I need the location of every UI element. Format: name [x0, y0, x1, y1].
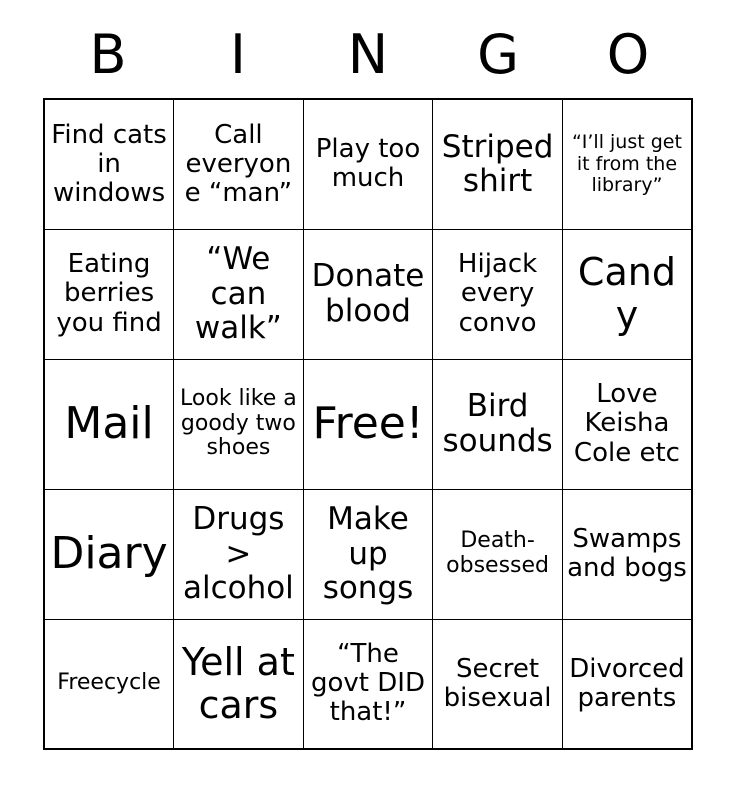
- header-letter-b: B: [89, 23, 127, 86]
- bingo-grid: [43, 98, 693, 750]
- bingo-cell[interactable]: Mail: [44, 359, 174, 489]
- header-letter-g: G: [477, 23, 519, 86]
- bingo-cell[interactable]: Bird sounds: [433, 359, 563, 489]
- bingo-cell[interactable]: Hijack every convo: [433, 229, 563, 359]
- bingo-row: [44, 229, 692, 359]
- bingo-row: [44, 99, 692, 229]
- bingo-cell[interactable]: Drugs > alcohol: [174, 489, 304, 619]
- bingo-cell[interactable]: Find cats in windows: [44, 99, 174, 229]
- header-letter-o: O: [606, 23, 650, 86]
- bingo-cell[interactable]: Diary: [44, 489, 174, 619]
- bingo-cell[interactable]: Secret bisexual: [433, 619, 563, 749]
- bingo-cell[interactable]: “I’ll just get it from the library”: [562, 99, 692, 229]
- bingo-cell[interactable]: Eating berries you find: [44, 229, 174, 359]
- bingo-cell[interactable]: Look like a goody two shoes: [174, 359, 304, 489]
- bingo-cell[interactable]: “The govt DID that!”: [303, 619, 433, 749]
- bingo-cell[interactable]: Divorced parents: [562, 619, 692, 749]
- bingo-cell[interactable]: Make up songs: [303, 489, 433, 619]
- bingo-cell[interactable]: Play too much: [303, 99, 433, 229]
- bingo-cell[interactable]: Freecycle: [44, 619, 174, 749]
- header-letter-n: N: [347, 23, 389, 86]
- bingo-cell[interactable]: Striped shirt: [433, 99, 563, 229]
- bingo-cell[interactable]: Death-obsessed: [433, 489, 563, 619]
- bingo-cell[interactable]: Candy: [562, 229, 692, 359]
- bingo-cell-free[interactable]: Free!: [303, 359, 433, 489]
- bingo-cell[interactable]: Yell at cars: [174, 619, 304, 749]
- bingo-cell[interactable]: Call everyone “man”: [174, 99, 304, 229]
- bingo-cell[interactable]: “We can walk”: [174, 229, 304, 359]
- bingo-row: [44, 489, 692, 619]
- bingo-cell[interactable]: Donate blood: [303, 229, 433, 359]
- bingo-row: [44, 619, 692, 749]
- bingo-row: [44, 359, 692, 489]
- header-letter-i: I: [230, 23, 246, 86]
- bingo-cell[interactable]: Love Keisha Cole etc: [562, 359, 692, 489]
- bingo-cell[interactable]: Swamps and bogs: [562, 489, 692, 619]
- bingo-header: [43, 0, 693, 86]
